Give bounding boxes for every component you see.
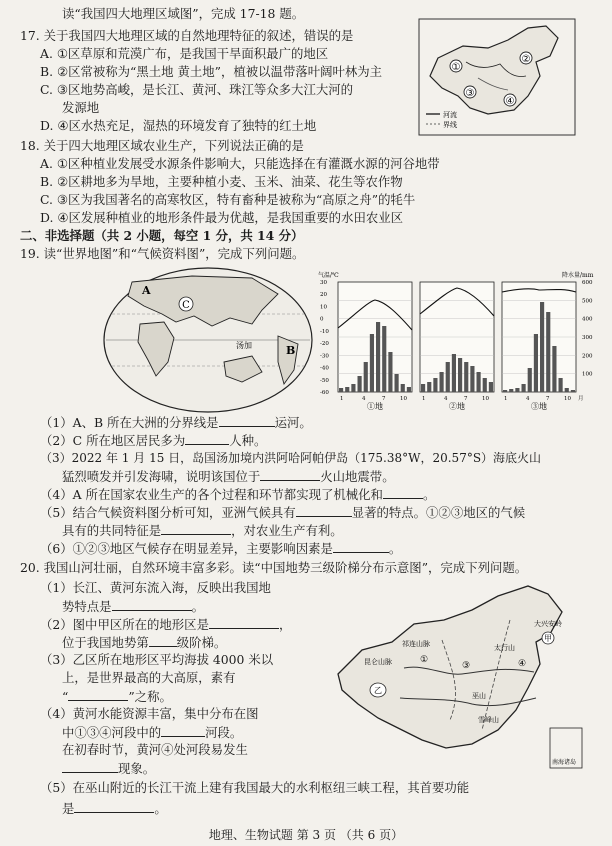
q19-item-3b-text: 猛烈喷发并引发海啸，说明该国位于 <box>62 469 261 484</box>
x-tick: 1 <box>504 396 508 402</box>
precip-bar <box>565 388 569 392</box>
q20-quote-open: “ <box>62 689 69 704</box>
precip-bar <box>483 378 487 392</box>
y-left-tick: 10 <box>320 304 327 311</box>
q17-option-a: A. ①区草原和荒漠广布，是我国干旱面积最广的地区 <box>40 46 329 61</box>
x-tick: 10 <box>400 396 407 402</box>
climate-panels <box>338 282 584 411</box>
q20-item-1b-text: 势特点是 <box>62 599 112 614</box>
q18-option-d: D. ④区发展种植业的地形条件最为优越，是我国重要的水田农业区 <box>40 210 404 225</box>
y-left-tick: -10 <box>320 328 329 335</box>
precip-bar <box>515 388 519 392</box>
q19-item-2-text: （2）C 所在地区居民多为 <box>40 433 186 448</box>
precip-bar <box>339 388 343 392</box>
x-tick: 4 <box>362 396 366 402</box>
q19-item-1 <box>40 414 312 431</box>
q17-option-c: C. ③区地势高峻，是长江、黄河、珠江等众多大江大河的 <box>40 82 354 97</box>
q18-option-a: A. ①区种植业发展受水源条件影响大，只能选择在有灌溉水源的河谷地带 <box>40 156 440 171</box>
q19-blank-4[interactable] <box>383 486 423 499</box>
precip-bar <box>427 382 431 392</box>
q20-item-2-text: （2）图中甲区所在的地形区是 <box>40 617 209 632</box>
precip-bar <box>540 302 544 392</box>
q20-item-3-quote <box>62 688 172 705</box>
precip-bar <box>421 384 425 392</box>
label-taihang: 太行山 <box>494 644 515 652</box>
precip-bar <box>503 390 507 392</box>
label-daxinganling: 大兴安岭 <box>534 620 562 628</box>
legend-boundary-label: 界线 <box>443 121 457 129</box>
label-qilian: 祁连山脉 <box>402 640 430 648</box>
china-terrain-map <box>322 580 590 776</box>
panel-label: ①地 <box>367 402 383 411</box>
y-right-label: 降水量/mm <box>562 272 594 279</box>
q19-blank-1[interactable] <box>219 414 275 427</box>
q20-item-2-cont <box>62 634 226 651</box>
q19-item-3b-tail: 火山地震带。 <box>320 469 395 484</box>
climate-panel <box>420 282 494 411</box>
q20-item-3: （3）乙区所在地形区平均海拔 4000 米以 <box>40 652 274 667</box>
precip-bar <box>358 376 362 392</box>
q19-item-4-tail: 。 <box>422 487 436 502</box>
q20-item-5: （5）在巫山附近的长江干流上建有我国最大的水利枢纽三峡工程，其首要功能 <box>40 780 470 795</box>
q19-item-5-text: （5）结合气候资料图分析可知，亚洲气候具有 <box>40 505 296 520</box>
q20-item-4: （4）黄河水能资源丰富，集中分布在图 <box>40 706 259 721</box>
q19-item-5-cont <box>62 522 343 539</box>
q19-blank-6[interactable] <box>161 522 231 535</box>
label-b: B <box>286 344 296 357</box>
q19-item-3: （3）2022 年 1 月 15 日，岛国汤加境内洪阿哈阿帕伊岛（175.38°W，20.57°S）海底火山 <box>40 451 542 465</box>
q18-option-b: B. ②区耕地多为旱地，主要种植小麦、玉米、油菜、花生等农作物 <box>40 174 403 189</box>
china-outline-large <box>338 586 562 748</box>
q19-item-1-tail: 运河。 <box>274 415 312 430</box>
four-regions-map <box>418 18 576 136</box>
q18-stem: 18. 关于四大地理区域农业生产，下列说法正确的是 <box>20 138 304 153</box>
label-river-4: ④ <box>518 659 527 669</box>
precip-bar <box>470 366 474 392</box>
precip-bar <box>464 362 468 392</box>
q19-item-4-text: （4）A 所在国家农业生产的各个过程和环节都实现了机械化和 <box>40 487 383 502</box>
precip-bar <box>489 382 493 392</box>
q20-item-2b-tail: 级阶梯。 <box>176 635 227 650</box>
q20-item-4b-tail: 河段。 <box>205 725 243 740</box>
panel-label: ③地 <box>531 402 547 411</box>
y-left-label: 气温/℃ <box>318 272 339 279</box>
region-3-label: ③ <box>465 88 475 99</box>
y-left-ticks <box>320 280 329 396</box>
china-outline <box>430 26 558 114</box>
x-tick: 7 <box>546 396 550 402</box>
y-right-tick: 100 <box>582 371 593 378</box>
q19-item-6 <box>40 540 401 557</box>
q18-option-c: C. ③区为我国著名的高寒牧区，特有畜种是被称为“高原之舟”的牦牛 <box>40 192 416 207</box>
precip-bar <box>440 372 444 392</box>
climate-charts <box>316 268 598 412</box>
label-river-3: ③ <box>462 661 471 671</box>
x-tick: 1 <box>422 396 426 402</box>
q20-blank-5[interactable] <box>161 724 205 737</box>
q19-item-5 <box>40 504 525 521</box>
precip-bar <box>376 322 380 392</box>
q20-blank-1[interactable] <box>112 598 192 611</box>
region-2-label: ② <box>521 54 531 65</box>
q20-item-4-line4-tail: 现象。 <box>118 761 156 776</box>
label-xuefeng: 雪峰山 <box>478 716 499 724</box>
precip-bar <box>345 387 349 392</box>
x-tick: 7 <box>464 396 468 402</box>
precip-bar <box>571 390 575 392</box>
x-unit-label: 月 <box>578 396 584 402</box>
x-tick: 4 <box>526 396 530 402</box>
precip-bar <box>559 378 563 392</box>
section-2-heading: 二、非选择题（共 2 小题，每空 1 分，共 14 分） <box>20 228 304 243</box>
precip-bar <box>407 387 411 392</box>
region-1-label: ① <box>451 62 461 73</box>
q19-blank-3[interactable] <box>260 468 320 481</box>
y-left-tick: 30 <box>320 280 327 286</box>
precip-bar <box>534 334 538 392</box>
q20-blank-3[interactable] <box>149 634 177 647</box>
precip-bar <box>382 326 386 392</box>
q20-item-1-cont: 势特点是 。 <box>62 599 204 614</box>
header-line: 读“我国四大地理区域图”，完成 17-18 题。 <box>62 6 305 21</box>
y-right-ticks <box>582 280 593 378</box>
y-left-tick: -30 <box>320 353 329 360</box>
q20-blank-7[interactable] <box>74 800 154 813</box>
precip-bar <box>546 312 550 392</box>
q19-item-4 <box>40 486 435 503</box>
label-tonga: 汤加 <box>236 341 252 350</box>
y-right-tick: 200 <box>582 353 593 360</box>
q20-item-2b-text: 位于我国地势第 <box>62 635 149 650</box>
q19-item-5b-text: 具有的共同特征是 <box>62 523 162 538</box>
q20-item-1: （1）长江、黄河东流入海，反映出我国地 <box>40 580 271 595</box>
q19-item-5-tail: 显著的特点。①②③地区的气候 <box>351 505 526 520</box>
precip-bar <box>351 384 355 392</box>
q17-option-d: D. ④区水热充足，湿热的环境发育了独特的红土地 <box>40 118 317 133</box>
legend-river-label: 河流 <box>443 111 457 119</box>
precip-bar <box>395 374 399 392</box>
q19-item-6-text: （6）①②③地区气候存在明显差异，主要影响因素是 <box>40 541 333 556</box>
q19-blank-5[interactable] <box>296 504 352 517</box>
q20-item-4-line4 <box>62 760 155 777</box>
label-a: A <box>142 284 151 297</box>
q17-option-c-cont: 发源地 <box>62 100 100 115</box>
precip-bar <box>401 384 405 392</box>
q20-item-5b-text: 是 <box>62 801 75 816</box>
label-c: C <box>182 300 190 311</box>
q20-blank-6[interactable] <box>62 760 118 773</box>
q19-item-2 <box>40 432 266 449</box>
panel-label: ②地 <box>449 402 465 411</box>
precip-bar <box>388 352 392 392</box>
y-right-tick: 500 <box>582 298 593 305</box>
q20-stem: 20. 我国山河壮丽，自然环境丰富多彩。读“中国地势三级阶梯分布示意图”，完成下列问题。 <box>20 560 528 575</box>
region-4-label: ④ <box>505 96 515 107</box>
q20-item-2: （2）图中甲区所在的地形区是 ， <box>40 617 292 632</box>
q20-item-4-line3: 在初春时节，黄河④处河段易发生 <box>62 742 248 757</box>
y-left-tick: -40 <box>320 365 329 372</box>
precip-bar <box>509 389 513 392</box>
precip-bar <box>446 362 450 392</box>
x-tick: 10 <box>564 396 571 402</box>
y-right-tick: 400 <box>582 316 593 323</box>
q20-item-3-cont: 上，是世界最高的大高原，素有 <box>62 670 236 685</box>
q19-stem: 19. 读“世界地图”和“气候资料图”，完成下列问题。 <box>20 246 305 261</box>
x-tick: 10 <box>482 396 489 402</box>
q20-item-4-cont <box>62 724 242 741</box>
y-left-tick: -20 <box>320 341 329 348</box>
label-south-sea: 南海诸岛 <box>552 759 577 766</box>
q19-item-1-text: （1）A、B 所在大洲的分界线是 <box>40 415 219 430</box>
precip-bar <box>477 372 481 392</box>
label-kunlun: 昆仑山脉 <box>364 658 392 666</box>
q19-blank-7[interactable] <box>333 540 389 553</box>
q17-option-b: B. ②区常被称为“黑土地 黄土地”，植被以温带落叶阔叶林为主 <box>40 64 383 79</box>
label-river-1: ① <box>420 655 429 665</box>
precip-bar <box>522 384 526 392</box>
y-left-tick: -50 <box>320 377 329 384</box>
q19-item-5b-tail: ，对农业生产有利。 <box>231 523 343 538</box>
q19-blank-2[interactable] <box>185 432 229 445</box>
page-footer: 地理、生物试题 第 3 页 （共 6 页） <box>208 828 404 842</box>
q20-blank-2[interactable] <box>209 616 279 629</box>
x-tick: 1 <box>340 396 344 402</box>
q19-item-2-tail: 人种。 <box>229 433 267 448</box>
y-left-tick: -60 <box>320 390 329 396</box>
precip-bar <box>370 334 374 392</box>
x-tick: 7 <box>382 396 386 402</box>
y-right-tick: 600 <box>582 280 593 286</box>
precip-bar <box>433 378 437 392</box>
precip-bar <box>528 368 532 392</box>
label-jia: 甲 <box>544 634 552 643</box>
climate-panel <box>338 282 412 411</box>
world-map <box>102 266 314 414</box>
q20-item-4b-text: 中①③④河段中的 <box>62 725 162 740</box>
q19-item-3-cont <box>62 468 395 485</box>
y-left-tick: 0 <box>320 316 324 323</box>
precip-bar <box>364 362 368 392</box>
precip-bar <box>452 354 456 392</box>
precip-bar <box>552 346 556 392</box>
label-wushan: 巫山 <box>472 692 486 700</box>
label-yi: 乙 <box>374 686 382 695</box>
q20-item-5-cont: 是 。 <box>62 801 167 816</box>
y-right-tick: 300 <box>582 335 593 341</box>
x-tick: 4 <box>444 396 448 402</box>
y-left-tick: 20 <box>320 292 327 299</box>
climate-panel <box>502 282 576 411</box>
q20-quote-close: ”之称。 <box>128 689 172 704</box>
precip-bar <box>458 358 462 392</box>
q17-stem: 17. 关于我国四大地理区域的自然地理特征的叙述，错误的是 <box>20 28 354 43</box>
q19-item-6-tail: 。 <box>388 541 402 556</box>
q20-blank-4[interactable] <box>68 688 128 701</box>
